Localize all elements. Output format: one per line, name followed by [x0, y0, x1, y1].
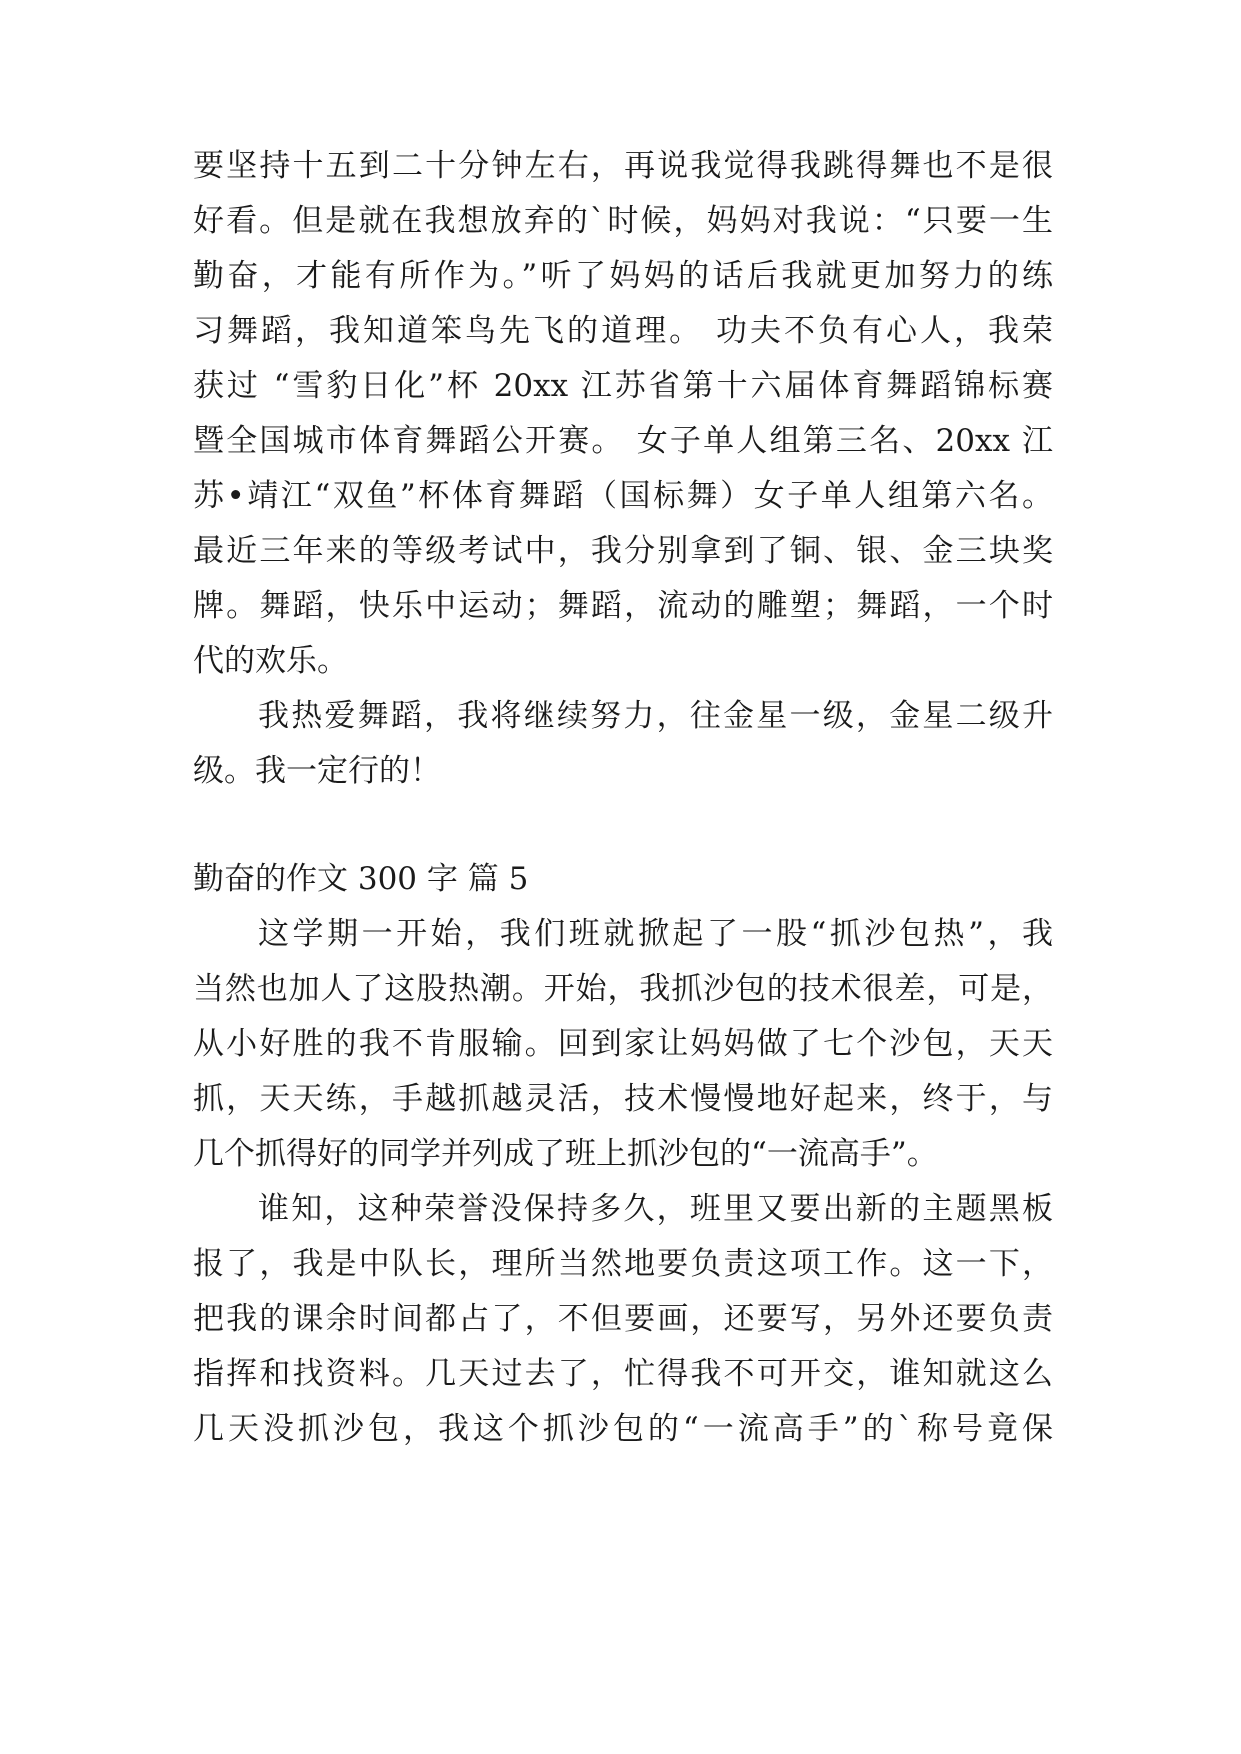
text-line: 谁知，这种荣誉没保持多久，班里又要出新的主题黑板 — [258, 1191, 1053, 1227]
text-line: 牌。舞蹈，快乐中运动；舞蹈，流动的雕塑；舞蹈，一个时 — [193, 588, 1053, 624]
text-line: 要坚持十五到二十分钟左右，再说我觉得我跳得舞也不是很 — [193, 148, 1053, 184]
text-line: 指挥和找资料。几天过去了，忙得我不可开交，谁知就这么 — [193, 1356, 1053, 1392]
text-line: 习舞蹈，我知道笨鸟先飞的道理。 功夫不负有心人，我荣 — [193, 313, 1053, 349]
text-line: 几天没抓沙包，我这个抓沙包的“一流高手”的`称号竟保 — [193, 1411, 1053, 1447]
text-line: 把我的课余时间都占了，不但要画，还要写，另外还要负责 — [193, 1301, 1053, 1337]
text-line: 几个抓得好的同学并列成了班上抓沙包的“一流高手”。 — [193, 1136, 938, 1172]
text-line: 这学期一开始，我们班就掀起了一股“抓沙包热”，我 — [258, 916, 1053, 952]
text-line: 最近三年来的等级考试中，我分别拿到了铜、银、金三块奖 — [193, 533, 1053, 569]
text-line: 暨全国城市体育舞蹈公开赛。 女子单人组第三名、20xx 江 — [193, 423, 1053, 459]
text-line: 从小好胜的我不肯服输。回到家让妈妈做了七个沙包，天天 — [193, 1026, 1053, 1062]
text-line: 好看。但是就在我想放弃的`时候，妈妈对我说：“只要一生 — [193, 203, 1053, 239]
section-heading: 勤奋的作文 300 字 篇 5 — [193, 861, 529, 897]
text-line: 级。我一定行的！ — [193, 753, 441, 789]
text-line: 苏•靖江“双鱼”杯体育舞蹈（国标舞）女子单人组第六名。 — [193, 478, 1053, 514]
text-line: 获过 “雪豹日化”杯 20xx 江苏省第十六届体育舞蹈锦标赛 — [193, 368, 1053, 404]
text-line: 抓，天天练，手越抓越灵活，技术慢慢地好起来，终于，与 — [193, 1081, 1053, 1117]
text-line: 我热爱舞蹈，我将继续努力，往金星一级，金星二级升 — [258, 698, 1053, 734]
text-line: 报了，我是中队长，理所当然地要负责这项工作。这一下， — [193, 1246, 1053, 1282]
text-line: 勤奋，才能有所作为。”听了妈妈的话后我就更加努力的练 — [193, 258, 1053, 294]
text-line: 当然也加人了这股热潮。开始，我抓沙包的技术很差，可是， — [193, 971, 1053, 1007]
text-line: 代的欢乐。 — [193, 643, 348, 679]
